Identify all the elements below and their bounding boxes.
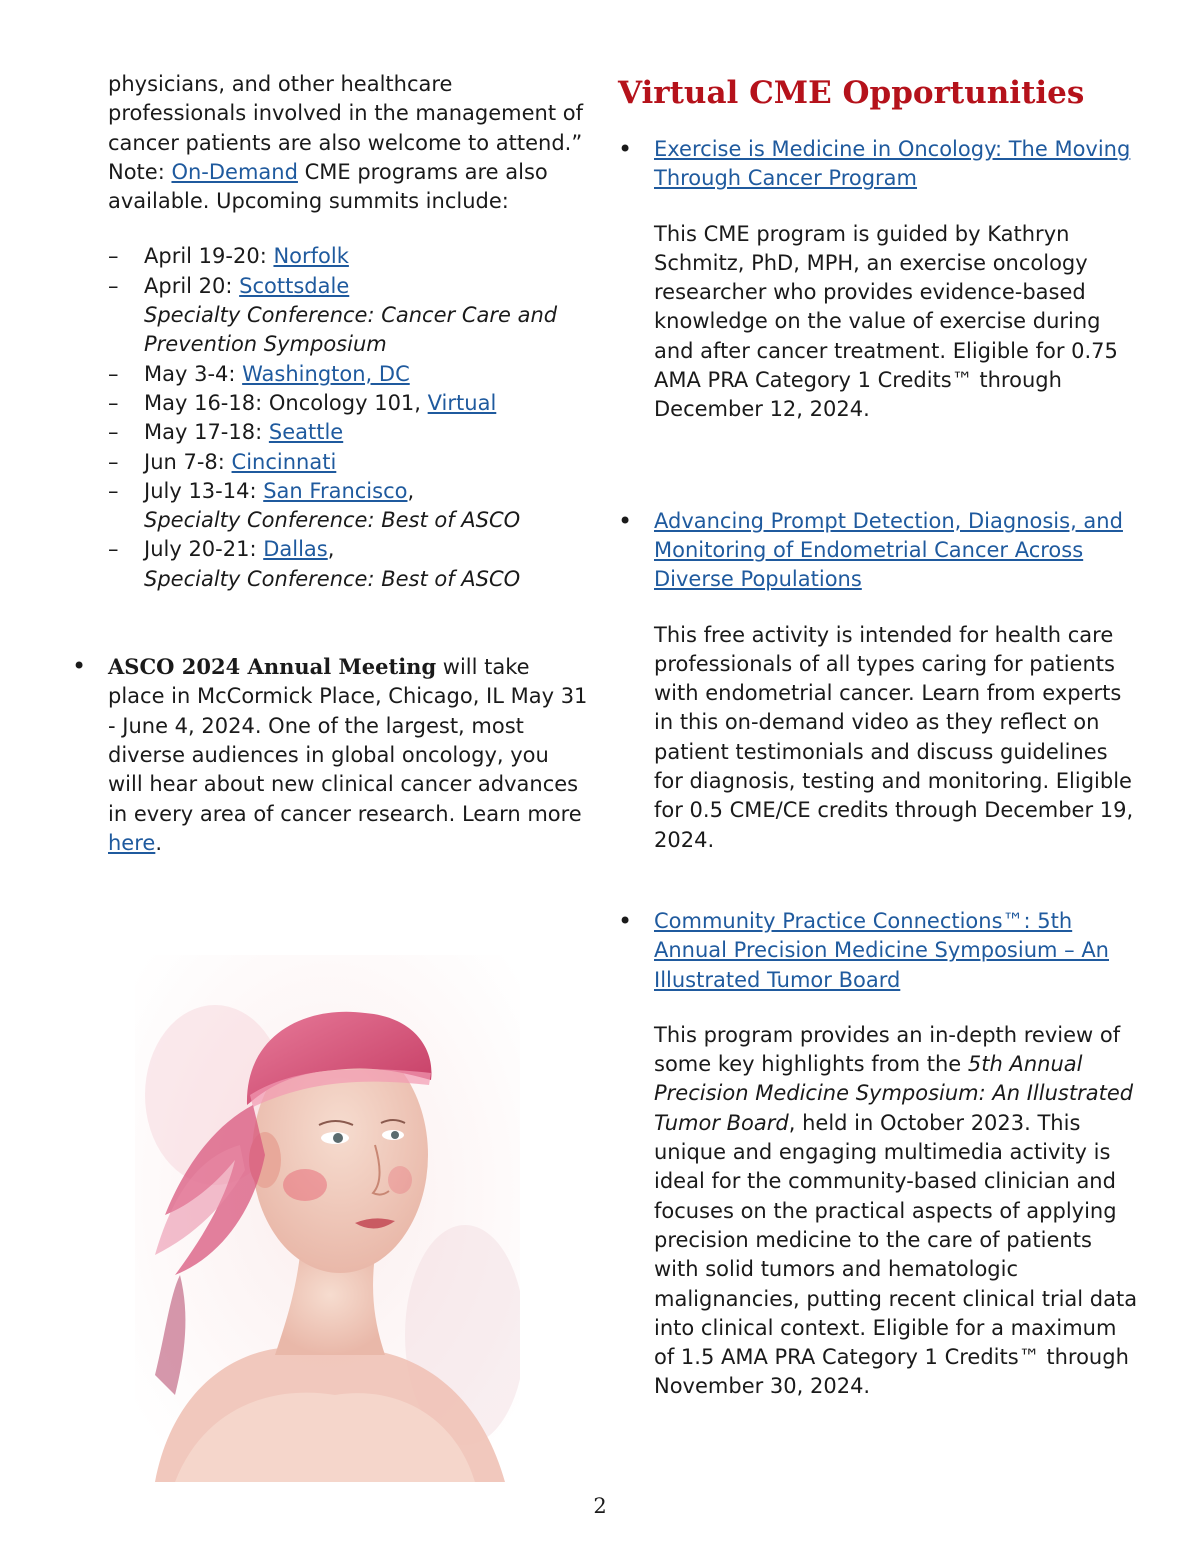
dash-icon: – xyxy=(108,537,119,562)
right-column xyxy=(618,70,1138,1402)
bullet-icon: • xyxy=(618,906,633,935)
summit-item xyxy=(108,389,588,418)
asco-bullet xyxy=(72,652,588,858)
summit-item xyxy=(108,242,588,271)
summit-date: April 20: xyxy=(144,273,240,298)
bullet-icon: • xyxy=(618,135,633,163)
cme-item-2 xyxy=(618,507,1138,595)
asco-paragraph xyxy=(108,652,588,858)
summit-date: May 16-18: Oncology 101, xyxy=(144,390,428,415)
asco-end: . xyxy=(155,830,163,855)
summit-item xyxy=(108,535,588,594)
dash-icon: – xyxy=(108,420,119,445)
summit-location-link[interactable]: Dallas xyxy=(263,537,328,562)
summit-location-link[interactable]: Cincinnati xyxy=(231,449,337,474)
summit-punct: , xyxy=(407,478,415,503)
symposium-title: 5th Annual Precision Medicine Symposium: An Illustrated Tumor Board xyxy=(654,1052,1134,1135)
summit-item xyxy=(108,448,588,477)
summit-date: May 3-4: xyxy=(144,361,243,386)
summit-location-link[interactable]: Virtual xyxy=(427,390,497,415)
summit-date: April 19-20: xyxy=(144,244,274,269)
cme-item-2-description: This free activity is intended for health care professionals of all types caring for patients with endometrial cancer. Learn from experts in this on-demand video as they reflect on patient testimonials and discuss guidelines for diagnosis, testing and monitoring. Eligible for 0.5 CME/CE credits through December 19, 2024. xyxy=(654,622,1134,852)
summit-date: July 13-14: xyxy=(144,478,264,503)
dash-icon: – xyxy=(108,244,119,269)
desc-text: This program provides an in-depth review of some key highlights from the xyxy=(654,1022,1121,1077)
summit-location-link[interactable]: Washington, DC xyxy=(242,361,410,386)
page-number: 2 xyxy=(593,1494,607,1518)
cme-item-3 xyxy=(618,907,1138,995)
asco-text: will take place in McCormick Place, Chicago, IL May 31 - June 4, 2024. One of the largest, most diverse audiences in global oncology, you will hear about new clinical cancer advances in every area of cancer research. Learn more xyxy=(108,655,588,826)
summit-item xyxy=(108,418,588,447)
bullet-icon: • xyxy=(618,506,633,535)
summit-location-link[interactable]: Scottsdale xyxy=(239,273,350,298)
bullet-icon: • xyxy=(72,652,87,681)
summit-item xyxy=(108,360,588,389)
cme-item-3-description xyxy=(618,1021,1138,1402)
desc-text-2: , held in October 2023. This unique and engaging multimedia activity is ideal for the community-based clinician and focuses on the practical aspects of applying precision medicine to the care of patients with solid tumors and hematologic malignancies, putting recent clinical trial data into clinical context. Eligible for a maximum of 1.5 AMA PRA Category 1 Credits™ through November 30, 2024. xyxy=(654,1110,1138,1399)
cme-item-1-description: This CME program is guided by Kathryn Schmitz, PhD, MPH, an exercise oncology researcher who provides evidence-based knowledge on the value of exercise during and after cancer treatment. Eligible for 0.75 AMA PRA Category 1 Credits™ through December 12, 2024. xyxy=(654,221,1118,422)
dash-icon: – xyxy=(108,478,119,503)
summit-punct: , xyxy=(327,537,335,562)
summit-list xyxy=(108,242,588,594)
watercolor-woman-illustration xyxy=(135,955,520,1482)
intro-text-2: CME programs are also available. Upcoming summits include: xyxy=(108,159,548,214)
summit-date: May 17-18: xyxy=(144,420,269,445)
summit-specialty: Specialty Conference: Best of ASCO xyxy=(144,508,521,533)
summit-specialty: Specialty Conference: Best of ASCO xyxy=(144,566,521,591)
summit-location-link[interactable]: Seattle xyxy=(268,420,344,445)
asco-here-link[interactable]: here xyxy=(108,830,156,855)
cme-item-1 xyxy=(618,135,1138,194)
dash-icon: – xyxy=(108,361,119,386)
summit-date: Jun 7-8: xyxy=(144,449,232,474)
dash-icon: – xyxy=(108,449,119,474)
precision-medicine-link[interactable]: Community Practice Connections™: 5th Annual Precision Medicine Symposium – An Illustrated Tumor Board xyxy=(654,908,1109,992)
left-column xyxy=(72,70,588,858)
on-demand-link[interactable]: On-Demand xyxy=(171,159,298,184)
summit-location-link[interactable]: Norfolk xyxy=(273,244,349,269)
dash-icon: – xyxy=(108,273,119,298)
summit-item xyxy=(108,477,588,536)
asco-title: ASCO 2024 Annual Meeting xyxy=(108,654,437,680)
endometrial-cancer-link[interactable]: Advancing Prompt Detection, Diagnosis, and Monitoring of Endometrial Cancer Across Diverse Populations xyxy=(654,508,1123,592)
exercise-program-link[interactable]: Exercise is Medicine in Oncology: The Moving Through Cancer Program xyxy=(654,137,1131,191)
summit-location-link[interactable]: San Francisco xyxy=(263,478,408,503)
dash-icon: – xyxy=(108,390,119,415)
section-heading: Virtual CME Opportunities xyxy=(618,75,1085,111)
summit-item xyxy=(108,272,588,360)
intro-text: physicians, and other healthcare professionals involved in the management of cancer patients are also welcome to attend.” Note: xyxy=(108,72,584,184)
summit-date: July 20-21: xyxy=(144,537,264,562)
summit-specialty: Specialty Conference: Cancer Care and Prevention Symposium xyxy=(144,303,558,357)
intro-paragraph xyxy=(108,70,588,216)
